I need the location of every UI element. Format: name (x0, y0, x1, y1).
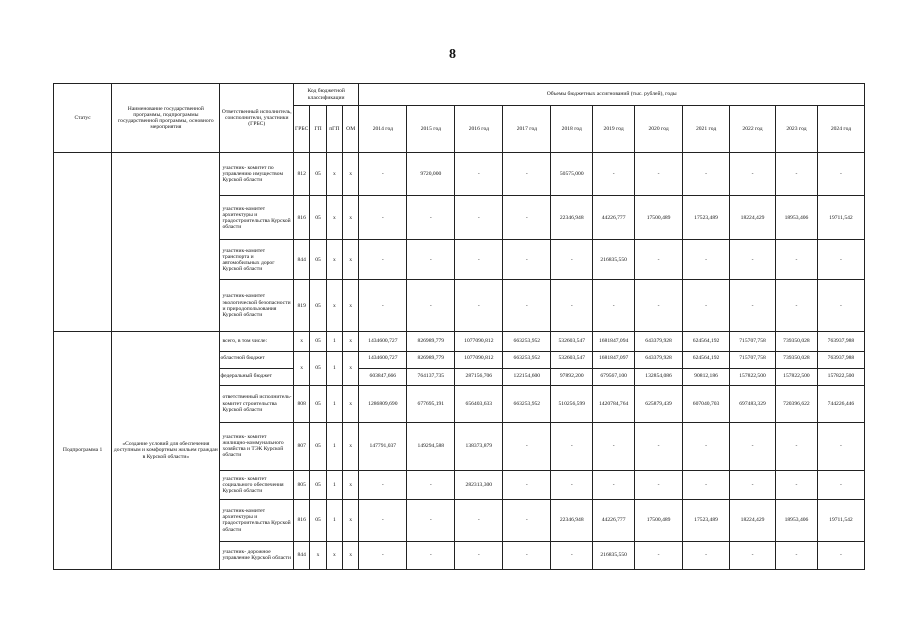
value-cell: 18224,429 (730, 500, 776, 541)
page-number: 8 (449, 47, 456, 62)
value-cell: - (817, 153, 864, 196)
header-pgp: пГП (326, 106, 342, 153)
program-name-cell-empty (112, 153, 220, 332)
header-grbs: ГРБС (294, 106, 310, 153)
value-federal: 287156,706 (465, 372, 493, 379)
value-cell: - (817, 470, 864, 499)
executor-label: областной бюджет (220, 351, 293, 368)
value-cell: 18953,406 (776, 196, 818, 240)
value-regional: 1077090,812 (455, 351, 502, 368)
value-cell: - (455, 153, 503, 196)
value-cell (503, 351, 551, 385)
value-cell: - (407, 500, 455, 541)
value-cell: - (359, 240, 407, 280)
value-federal: 603847,666 (369, 372, 397, 379)
header-year: 2020 год (635, 106, 683, 153)
value-cell: - (817, 280, 864, 332)
code-grbs-cell: 805 (294, 470, 310, 499)
value-cell: - (730, 422, 776, 470)
value-cell: 147791,037 (359, 422, 407, 470)
value-cell: 50575,000 (551, 153, 593, 196)
value-regional: 763937,988 (818, 351, 864, 368)
value-cell: - (593, 280, 635, 332)
value-cell: - (817, 541, 864, 570)
value-cell: 216835,550 (593, 541, 635, 570)
value-federal: 90812,186 (694, 372, 718, 379)
value-cell: - (593, 422, 635, 470)
value-cell: - (551, 470, 593, 499)
value-regional: 1681847,097 (593, 351, 634, 368)
executor-cell: участник- комитет социального обеспечения Курской области (220, 470, 294, 499)
header-volumes: Объемы бюджетных ассигнований (тыс. рублей), годы (359, 84, 865, 106)
value-cell: 18224,429 (730, 196, 776, 240)
value-cell: - (730, 153, 776, 196)
value-cell: 18953,406 (776, 500, 818, 541)
code-om-cell: х (343, 240, 359, 280)
value-cell: - (551, 541, 593, 570)
value-cell: 216835,550 (593, 240, 635, 280)
value-cell: - (683, 153, 730, 196)
code-gp-cell: 05 (310, 470, 326, 499)
header-year: 2022 год (730, 106, 776, 153)
table-row (54, 153, 865, 196)
code-om-cell: х (343, 541, 359, 570)
code-pgp-cell: 1 (326, 470, 342, 499)
value-cell: - (776, 153, 818, 196)
value-cell: - (455, 500, 503, 541)
code-gp-cell: 05 (310, 240, 326, 280)
status-cell-empty (54, 153, 112, 332)
code-om-cell: х (343, 422, 359, 470)
code-grbs-cell: 816 (294, 500, 310, 541)
value-federal: 157822,500 (827, 372, 855, 379)
code-grbs-cell: 812 (294, 153, 310, 196)
value-cell: 149294,588 (407, 422, 455, 470)
value-cell: 532603,547 (551, 331, 593, 351)
value-cell: - (359, 541, 407, 570)
value-cell: - (635, 470, 683, 499)
code-pgp-cell: 1 (326, 331, 342, 351)
value-cell: 22346,948 (551, 500, 593, 541)
value-cell: - (551, 280, 593, 332)
value-cell: 763937,988 (817, 331, 864, 351)
value-cell: 1681847,094 (593, 331, 635, 351)
executor-label-2: федеральный бюджет (220, 372, 272, 379)
value-cell: 677695,191 (407, 385, 455, 422)
code-om-cell: х (343, 470, 359, 499)
header-status: Статус (54, 84, 112, 153)
value-cell: - (776, 240, 818, 280)
value-federal: 157822,500 (783, 372, 810, 379)
value-regional: 826989,779 (407, 351, 454, 368)
executor-cell: участник- комитет жилищно-коммунального хозяйства и ТЭК Курской области (220, 422, 294, 470)
code-om-cell: х (343, 500, 359, 541)
code-grbs-cell: х (294, 331, 310, 351)
value-cell: - (503, 541, 551, 570)
code-gp-cell: 05 (310, 280, 326, 332)
header-executor: Ответственный исполнитель, соисполнители, участники (ГРБС) (220, 84, 294, 153)
value-cell: - (730, 541, 776, 570)
header-year: 2016 год (455, 106, 503, 153)
value-cell: - (593, 153, 635, 196)
value-cell: - (730, 280, 776, 332)
code-om-cell: х (343, 280, 359, 332)
code-grbs-cell: 844 (294, 541, 310, 570)
value-cell: - (635, 541, 683, 570)
executor-cell: участник- дорожное управление Курской области (220, 541, 294, 570)
value-cell: 744226,446 (817, 385, 864, 422)
value-cell (635, 351, 683, 385)
value-cell: - (503, 240, 551, 280)
value-cell: - (407, 240, 455, 280)
value-cell (359, 351, 407, 385)
value-cell: - (359, 196, 407, 240)
value-cell: 656403,633 (455, 385, 503, 422)
header-om: ОМ (343, 106, 359, 153)
value-cell (776, 351, 818, 385)
code-gp-cell: 05 (310, 153, 326, 196)
header-year: 2021 год (683, 106, 730, 153)
executor-cell: участник-комитет экологической безопасности и природопользования Курской области (220, 280, 294, 332)
value-cell: 17500,489 (635, 196, 683, 240)
value-cell: - (683, 470, 730, 499)
value-cell: - (455, 240, 503, 280)
code-pgp-cell: 1 (326, 351, 342, 385)
value-cell: - (503, 470, 551, 499)
code-grbs-cell: 819 (294, 280, 310, 332)
value-cell: 17500,489 (635, 500, 683, 541)
value-cell: - (635, 153, 683, 196)
code-pgp-cell: х (326, 541, 342, 570)
value-cell: 663253,952 (503, 385, 551, 422)
program-name-cell: «Создание условий для обеспечения доступным и комфортным жильем граждан в Курской области» (112, 331, 220, 569)
value-cell: - (359, 470, 407, 499)
code-grbs-cell: 844 (294, 240, 310, 280)
value-cell: - (407, 196, 455, 240)
value-cell: - (407, 541, 455, 570)
executor-cell: участник-комитет архитектуры и градостроительства Курской области (220, 500, 294, 541)
value-cell: - (817, 422, 864, 470)
value-cell: 739350,028 (776, 331, 818, 351)
value-cell: - (776, 470, 818, 499)
value-cell: 9720,000 (407, 153, 455, 196)
value-cell: - (455, 196, 503, 240)
value-cell: 44226,777 (593, 500, 635, 541)
table-body (54, 153, 865, 570)
value-cell (551, 351, 593, 385)
header-year: 2017 год (503, 106, 551, 153)
value-cell (683, 351, 730, 385)
value-cell: - (455, 541, 503, 570)
code-grbs-cell: 816 (294, 196, 310, 240)
value-federal: 764137,735 (417, 372, 445, 379)
code-gp-cell: 05 (310, 331, 326, 351)
value-cell: - (359, 500, 407, 541)
value-cell (407, 351, 455, 385)
code-grbs-cell: 807 (294, 422, 310, 470)
value-cell: 17523,489 (683, 500, 730, 541)
code-gp-cell: х (310, 541, 326, 570)
value-cell: - (776, 280, 818, 332)
value-cell: 510256,599 (551, 385, 593, 422)
value-cell: - (407, 470, 455, 499)
table-row (54, 331, 865, 351)
value-cell: - (455, 280, 503, 332)
value-federal: 679567,100 (600, 372, 627, 379)
executor-cell: всего, в том числе: (220, 331, 294, 351)
code-pgp-cell: х (326, 153, 342, 196)
code-gp-cell: 05 (310, 385, 326, 422)
value-cell: - (503, 153, 551, 196)
value-regional: 643379,928 (635, 351, 682, 368)
value-cell: - (359, 280, 407, 332)
value-cell (593, 351, 635, 385)
code-pgp-cell: 1 (326, 500, 342, 541)
header-budget-code: Код бюджетной классификации (294, 84, 359, 106)
value-cell: 282313,300 (455, 470, 503, 499)
header-gp: ГП (310, 106, 326, 153)
value-cell: 720396,622 (776, 385, 818, 422)
value-cell: - (635, 422, 683, 470)
value-cell (455, 351, 503, 385)
header-program-name: Наименование государственной программы, подпрограммы государственной программы, основного мероприятия (112, 84, 220, 153)
code-om-cell: х (343, 196, 359, 240)
code-pgp-cell: 1 (326, 422, 342, 470)
executor-cell: участник- комитет по управлению имуществом Курской области (220, 153, 294, 196)
value-cell: - (593, 470, 635, 499)
header-year: 2024 год (817, 106, 864, 153)
value-regional: 1434600,727 (359, 351, 406, 368)
value-regional: 715707,758 (730, 351, 775, 368)
value-cell: 1077090,812 (455, 331, 503, 351)
value-cell: 22346,948 (551, 196, 593, 240)
value-cell: 607040,703 (683, 385, 730, 422)
code-gp-cell: 05 (310, 351, 326, 385)
header-year: 2015 год (407, 106, 455, 153)
value-cell: - (776, 541, 818, 570)
value-cell: 1434600,727 (359, 331, 407, 351)
value-cell: 1286809,690 (359, 385, 407, 422)
code-om-cell: х (343, 385, 359, 422)
code-om-cell: х (343, 153, 359, 196)
value-federal: 132854,086 (645, 372, 672, 379)
value-regional: 532603,547 (551, 351, 592, 368)
code-pgp-cell: х (326, 280, 342, 332)
code-gp-cell: 05 (310, 196, 326, 240)
value-cell: - (683, 240, 730, 280)
value-cell: 625879,439 (635, 385, 683, 422)
executor-cell: ответственный исполнитель- комитет строительства Курской области (220, 385, 294, 422)
value-cell: - (817, 240, 864, 280)
value-cell: 1420784,764 (593, 385, 635, 422)
code-grbs-cell: х (294, 351, 310, 385)
executor-cell: участник-комитет транспорта и автомобильных дорог Курской области (220, 240, 294, 280)
budget-table (53, 83, 865, 570)
code-gp-cell: 05 (310, 422, 326, 470)
code-om-cell: х (343, 331, 359, 351)
value-federal: 122154,600 (513, 372, 541, 379)
value-federal: 97892,200 (559, 372, 584, 379)
code-gp-cell: 05 (310, 500, 326, 541)
value-cell: 826989,779 (407, 331, 455, 351)
value-cell: - (635, 280, 683, 332)
value-cell: - (551, 422, 593, 470)
value-cell (730, 351, 776, 385)
value-cell: - (503, 500, 551, 541)
value-cell: - (730, 470, 776, 499)
value-cell: 19711,542 (817, 196, 864, 240)
value-cell: - (683, 280, 730, 332)
value-cell: - (683, 541, 730, 570)
value-cell: - (503, 422, 551, 470)
executor-cell (220, 351, 294, 385)
status-cell: Подпрограмма 1 (54, 331, 112, 569)
value-cell: - (503, 280, 551, 332)
value-cell: 19711,542 (817, 500, 864, 541)
value-cell: 44226,777 (593, 196, 635, 240)
code-pgp-cell: х (326, 196, 342, 240)
value-cell: 624564,192 (683, 331, 730, 351)
value-cell: - (359, 153, 407, 196)
value-regional: 624564,192 (683, 351, 729, 368)
header-year: 2023 год (776, 106, 818, 153)
header-year: 2014 год (359, 106, 407, 153)
value-federal: 157822,500 (739, 372, 766, 379)
value-regional: 663253,952 (503, 351, 550, 368)
value-cell: 138373,879 (455, 422, 503, 470)
value-cell: 697483,329 (730, 385, 776, 422)
value-cell: 663253,952 (503, 331, 551, 351)
value-cell: 17523,489 (683, 196, 730, 240)
value-cell: - (503, 196, 551, 240)
code-pgp-cell: х (326, 240, 342, 280)
code-grbs-cell: 808 (294, 385, 310, 422)
value-cell: 643379,928 (635, 331, 683, 351)
value-cell: - (635, 240, 683, 280)
value-cell: - (683, 422, 730, 470)
value-cell: - (776, 422, 818, 470)
value-cell: - (551, 240, 593, 280)
header-year: 2019 год (593, 106, 635, 153)
value-cell: - (407, 280, 455, 332)
value-cell: 715707,758 (730, 331, 776, 351)
code-om-cell: х (343, 351, 359, 385)
executor-cell: участник-комитет архитектуры и градостроительства Курской области (220, 196, 294, 240)
code-pgp-cell: 1 (326, 385, 342, 422)
value-cell (817, 351, 864, 385)
value-cell: - (730, 240, 776, 280)
value-regional: 739350,028 (776, 351, 817, 368)
header-year: 2018 год (551, 106, 593, 153)
